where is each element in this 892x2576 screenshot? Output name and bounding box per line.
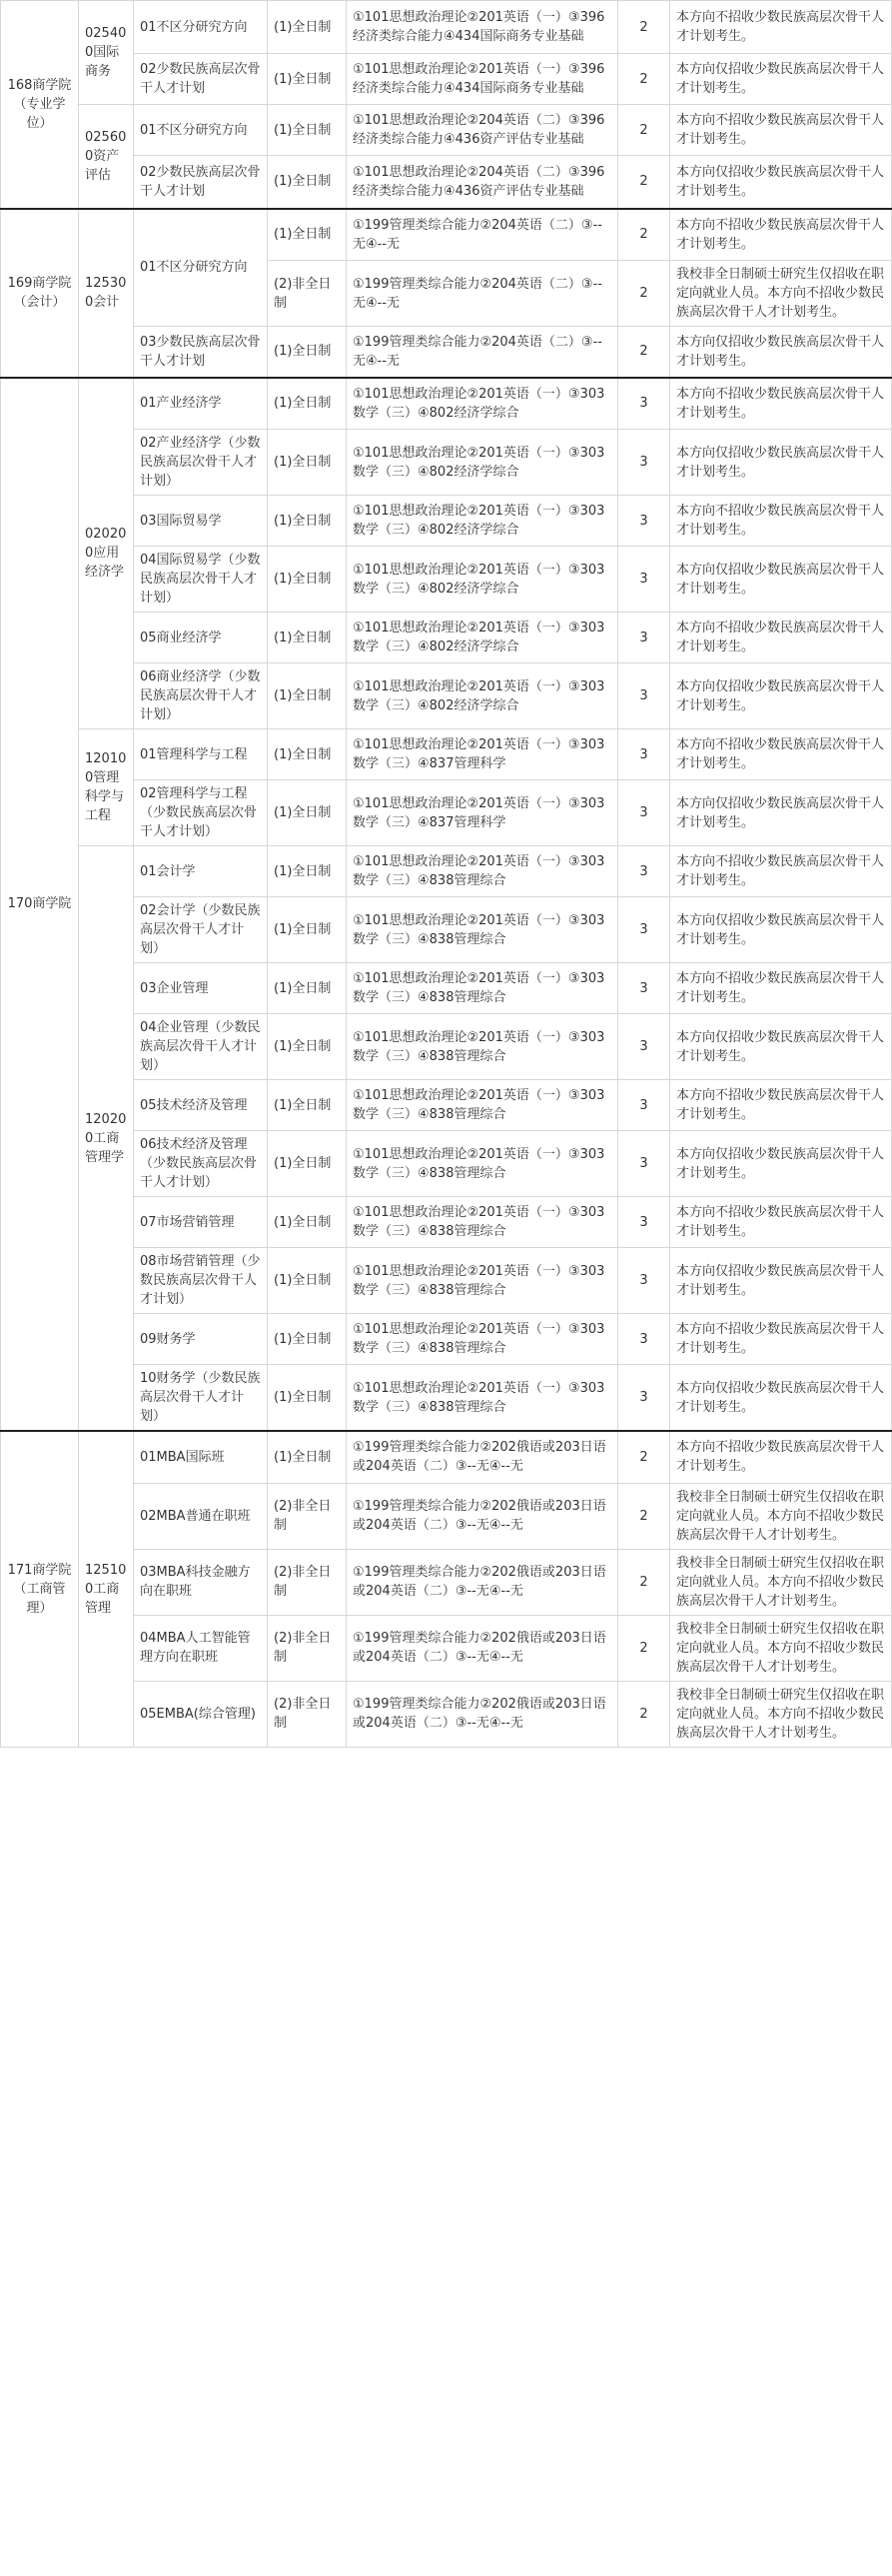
table-row xyxy=(1,1483,892,1549)
study-mode-cell: (1)全日制 xyxy=(268,1365,347,1432)
direction-cell: 09财务学 xyxy=(134,1314,268,1365)
major-cell: 120200工商管理学 xyxy=(79,846,134,1432)
direction-cell: 05EMBA(综合管理) xyxy=(134,1681,268,1747)
exam-subjects-cell: ①101思想政治理论②201英语（一）③303数学（三）④838管理综合 xyxy=(347,1080,618,1131)
table-row xyxy=(1,897,892,963)
exam-subjects-cell: ①199管理类综合能力②202俄语或203日语或204英语（二）③--无④--无 xyxy=(347,1549,618,1615)
exam-subjects-cell: ①199管理类综合能力②202俄语或203日语或204英语（二）③--无④--无 xyxy=(347,1615,618,1681)
exam-subjects-cell: ①101思想政治理论②201英语（一）③303数学（三）④838管理综合 xyxy=(347,963,618,1014)
note-cell: 本方向不招收少数民族高层次骨干人才计划考生。 xyxy=(670,1431,892,1483)
exam-subjects-cell: ①101思想政治理论②201英语（一）③303数学（三）④802经济学综合 xyxy=(347,430,618,496)
exam-subjects-cell: ①199管理类综合能力②202俄语或203日语或204英语（二）③--无④--无 xyxy=(347,1431,618,1483)
table-row xyxy=(1,1314,892,1365)
exam-subjects-cell: ①101思想政治理论②201英语（一）③303数学（三）④838管理综合 xyxy=(347,846,618,897)
study-mode-cell: (1)全日制 xyxy=(268,1,347,54)
note-cell: 本方向不招收少数民族高层次骨干人才计划考生。 xyxy=(670,1080,892,1131)
direction-cell: 02少数民族高层次骨干人才计划 xyxy=(134,54,268,105)
note-cell: 本方向仅招收少数民族高层次骨干人才计划考生。 xyxy=(670,327,892,378)
study-mode-cell: (2)非全日制 xyxy=(268,1615,347,1681)
study-mode-cell: (1)全日制 xyxy=(268,378,347,430)
enrollment-count-cell: 3 xyxy=(618,897,670,963)
table-row xyxy=(1,663,892,729)
note-cell: 本方向仅招收少数民族高层次骨干人才计划考生。 xyxy=(670,1248,892,1314)
study-mode-cell: (1)全日制 xyxy=(268,496,347,547)
study-mode-cell: (1)全日制 xyxy=(268,1248,347,1314)
direction-cell: 02MBA普通在职班 xyxy=(134,1483,268,1549)
school-cell: 171商学院（工商管理） xyxy=(1,1431,79,1747)
exam-subjects-cell: ①199管理类综合能力②204英语（二）③--无④--无 xyxy=(347,327,618,378)
enrollment-count-cell: 3 xyxy=(618,1014,670,1080)
major-cell: 020200应用经济学 xyxy=(79,378,134,729)
enrollment-count-cell: 3 xyxy=(618,780,670,846)
direction-cell: 01不区分研究方向 xyxy=(134,1,268,54)
enrollment-count-cell: 2 xyxy=(618,327,670,378)
table-row xyxy=(1,54,892,105)
note-cell: 我校非全日制硕士研究生仅招收在职定向就业人员。本方向不招收少数民族高层次骨干人才计划考生。 xyxy=(670,1483,892,1549)
enrollment-count-cell: 3 xyxy=(618,1314,670,1365)
study-mode-cell: (1)全日制 xyxy=(268,105,347,156)
note-cell: 本方向不招收少数民族高层次骨干人才计划考生。 xyxy=(670,105,892,156)
table-row xyxy=(1,1615,892,1681)
major-cell: 125300会计 xyxy=(79,209,134,378)
exam-subjects-cell: ①199管理类综合能力②204英语（二）③--无④--无 xyxy=(347,261,618,327)
note-cell: 本方向不招收少数民族高层次骨干人才计划考生。 xyxy=(670,209,892,261)
major-cell: 025600资产评估 xyxy=(79,105,134,209)
table-row xyxy=(1,496,892,547)
table-row xyxy=(1,1014,892,1080)
exam-subjects-cell: ①199管理类综合能力②202俄语或203日语或204英语（二）③--无④--无 xyxy=(347,1681,618,1747)
major-cell: 125100工商管理 xyxy=(79,1431,134,1747)
direction-cell: 05技术经济及管理 xyxy=(134,1080,268,1131)
table-row xyxy=(1,156,892,209)
direction-cell: 01不区分研究方向 xyxy=(134,209,268,327)
enrollment-count-cell: 2 xyxy=(618,105,670,156)
study-mode-cell: (1)全日制 xyxy=(268,1131,347,1197)
enrollment-count-cell: 3 xyxy=(618,663,670,729)
enrollment-count-cell: 2 xyxy=(618,209,670,261)
note-cell: 本方向仅招收少数民族高层次骨干人才计划考生。 xyxy=(670,1365,892,1432)
enrollment-count-cell: 2 xyxy=(618,156,670,209)
study-mode-cell: (1)全日制 xyxy=(268,613,347,663)
exam-subjects-cell: ①101思想政治理论②201英语（一）③303数学（三）④838管理综合 xyxy=(347,897,618,963)
note-cell: 我校非全日制硕士研究生仅招收在职定向就业人员。本方向不招收少数民族高层次骨干人才计划考生。 xyxy=(670,261,892,327)
study-mode-cell: (1)全日制 xyxy=(268,209,347,261)
school-cell: 169商学院（会计） xyxy=(1,209,79,378)
enrollment-count-cell: 2 xyxy=(618,54,670,105)
direction-cell: 04MBA人工智能管理方向在职班 xyxy=(134,1615,268,1681)
enrollment-count-cell: 2 xyxy=(618,1,670,54)
note-cell: 本方向不招收少数民族高层次骨干人才计划考生。 xyxy=(670,846,892,897)
direction-cell: 03MBA科技金融方向在职班 xyxy=(134,1549,268,1615)
direction-cell: 04企业管理（少数民族高层次骨干人才计划） xyxy=(134,1014,268,1080)
table-row xyxy=(1,327,892,378)
direction-cell: 06技术经济及管理（少数民族高层次骨干人才计划） xyxy=(134,1131,268,1197)
enrollment-count-cell: 2 xyxy=(618,1681,670,1747)
exam-subjects-cell: ①101思想政治理论②201英语（一）③303数学（三）④837管理科学 xyxy=(347,729,618,780)
note-cell: 本方向仅招收少数民族高层次骨干人才计划考生。 xyxy=(670,780,892,846)
table-row xyxy=(1,1431,892,1483)
enrollment-count-cell: 3 xyxy=(618,547,670,613)
direction-cell: 01MBA国际班 xyxy=(134,1431,268,1483)
study-mode-cell: (2)非全日制 xyxy=(268,261,347,327)
school-cell: 170商学院 xyxy=(1,378,79,1432)
exam-subjects-cell: ①101思想政治理论②201英语（一）③303数学（三）④838管理综合 xyxy=(347,1365,618,1432)
enrollment-count-cell: 3 xyxy=(618,1131,670,1197)
enrollment-count-cell: 2 xyxy=(618,1549,670,1615)
direction-cell: 04国际贸易学（少数民族高层次骨干人才计划） xyxy=(134,547,268,613)
table-row xyxy=(1,430,892,496)
exam-subjects-cell: ①101思想政治理论②201英语（一）③303数学（三）④802经济学综合 xyxy=(347,663,618,729)
table-row xyxy=(1,846,892,897)
table-row xyxy=(1,105,892,156)
study-mode-cell: (2)非全日制 xyxy=(268,1549,347,1615)
exam-subjects-cell: ①101思想政治理论②201英语（一）③303数学（三）④802经济学综合 xyxy=(347,378,618,430)
direction-cell: 02管理科学与工程（少数民族高层次骨干人才计划） xyxy=(134,780,268,846)
direction-cell: 02产业经济学（少数民族高层次骨干人才计划） xyxy=(134,430,268,496)
note-cell: 本方向不招收少数民族高层次骨干人才计划考生。 xyxy=(670,613,892,663)
study-mode-cell: (2)非全日制 xyxy=(268,1681,347,1747)
study-mode-cell: (2)非全日制 xyxy=(268,1483,347,1549)
study-mode-cell: (1)全日制 xyxy=(268,547,347,613)
exam-subjects-cell: ①101思想政治理论②201英语（一）③396经济类综合能力④434国际商务专业基础 xyxy=(347,1,618,54)
note-cell: 我校非全日制硕士研究生仅招收在职定向就业人员。本方向不招收少数民族高层次骨干人才计划考生。 xyxy=(670,1549,892,1615)
note-cell: 本方向不招收少数民族高层次骨干人才计划考生。 xyxy=(670,496,892,547)
study-mode-cell: (1)全日制 xyxy=(268,963,347,1014)
direction-cell: 10财务学（少数民族高层次骨干人才计划） xyxy=(134,1365,268,1432)
enrollment-count-cell: 3 xyxy=(618,378,670,430)
table-row xyxy=(1,1549,892,1615)
enrollment-count-cell: 2 xyxy=(618,1483,670,1549)
note-cell: 本方向不招收少数民族高层次骨干人才计划考生。 xyxy=(670,729,892,780)
direction-cell: 01不区分研究方向 xyxy=(134,105,268,156)
study-mode-cell: (1)全日制 xyxy=(268,663,347,729)
note-cell: 本方向仅招收少数民族高层次骨干人才计划考生。 xyxy=(670,156,892,209)
table-row xyxy=(1,1681,892,1747)
note-cell: 我校非全日制硕士研究生仅招收在职定向就业人员。本方向不招收少数民族高层次骨干人才计划考生。 xyxy=(670,1615,892,1681)
major-cell: 120100管理科学与工程 xyxy=(79,729,134,846)
study-mode-cell: (1)全日制 xyxy=(268,897,347,963)
enrollment-count-cell: 2 xyxy=(618,1615,670,1681)
note-cell: 本方向仅招收少数民族高层次骨干人才计划考生。 xyxy=(670,1014,892,1080)
table-row xyxy=(1,378,892,430)
school-cell: 168商学院（专业学位） xyxy=(1,1,79,209)
note-cell: 我校非全日制硕士研究生仅招收在职定向就业人员。本方向不招收少数民族高层次骨干人才计划考生。 xyxy=(670,1681,892,1747)
exam-subjects-cell: ①101思想政治理论②201英语（一）③303数学（三）④838管理综合 xyxy=(347,1248,618,1314)
enrollment-count-cell: 3 xyxy=(618,729,670,780)
direction-cell: 01会计学 xyxy=(134,846,268,897)
study-mode-cell: (1)全日制 xyxy=(268,430,347,496)
enrollment-count-cell: 3 xyxy=(618,1365,670,1432)
note-cell: 本方向不招收少数民族高层次骨干人才计划考生。 xyxy=(670,1197,892,1248)
study-mode-cell: (1)全日制 xyxy=(268,729,347,780)
study-mode-cell: (1)全日制 xyxy=(268,780,347,846)
exam-subjects-cell: ①101思想政治理论②201英语（一）③303数学（三）④838管理综合 xyxy=(347,1014,618,1080)
table-row xyxy=(1,547,892,613)
exam-subjects-cell: ①199管理类综合能力②204英语（二）③--无④--无 xyxy=(347,209,618,261)
note-cell: 本方向不招收少数民族高层次骨干人才计划考生。 xyxy=(670,963,892,1014)
enrollment-count-cell: 3 xyxy=(618,963,670,1014)
enrollment-count-cell: 3 xyxy=(618,846,670,897)
exam-subjects-cell: ①199管理类综合能力②202俄语或203日语或204英语（二）③--无④--无 xyxy=(347,1483,618,1549)
direction-cell: 03少数民族高层次骨干人才计划 xyxy=(134,327,268,378)
direction-cell: 06商业经济学（少数民族高层次骨干人才计划） xyxy=(134,663,268,729)
exam-subjects-cell: ①101思想政治理论②201英语（一）③396经济类综合能力④434国际商务专业基础 xyxy=(347,54,618,105)
note-cell: 本方向仅招收少数民族高层次骨干人才计划考生。 xyxy=(670,897,892,963)
table-row xyxy=(1,613,892,663)
study-mode-cell: (1)全日制 xyxy=(268,846,347,897)
enrollment-count-cell: 3 xyxy=(618,1080,670,1131)
exam-subjects-cell: ①101思想政治理论②204英语（二）③396经济类综合能力④436资产评估专业基础 xyxy=(347,105,618,156)
enrollment-count-cell: 3 xyxy=(618,1197,670,1248)
table-row xyxy=(1,209,892,261)
major-cell: 025400国际商务 xyxy=(79,1,134,105)
study-mode-cell: (1)全日制 xyxy=(268,1014,347,1080)
table-row xyxy=(1,1,892,54)
direction-cell: 01管理科学与工程 xyxy=(134,729,268,780)
table-row xyxy=(1,1197,892,1248)
note-cell: 本方向不招收少数民族高层次骨干人才计划考生。 xyxy=(670,1,892,54)
table-row xyxy=(1,1365,892,1432)
direction-cell: 08市场营销管理（少数民族高层次骨干人才计划） xyxy=(134,1248,268,1314)
note-cell: 本方向仅招收少数民族高层次骨干人才计划考生。 xyxy=(670,54,892,105)
direction-cell: 03企业管理 xyxy=(134,963,268,1014)
note-cell: 本方向仅招收少数民族高层次骨干人才计划考生。 xyxy=(670,430,892,496)
note-cell: 本方向仅招收少数民族高层次骨干人才计划考生。 xyxy=(670,663,892,729)
study-mode-cell: (1)全日制 xyxy=(268,1314,347,1365)
study-mode-cell: (1)全日制 xyxy=(268,1197,347,1248)
study-mode-cell: (1)全日制 xyxy=(268,1080,347,1131)
direction-cell: 03国际贸易学 xyxy=(134,496,268,547)
study-mode-cell: (1)全日制 xyxy=(268,327,347,378)
table-row xyxy=(1,963,892,1014)
table-row xyxy=(1,1080,892,1131)
table-row xyxy=(1,780,892,846)
note-cell: 本方向不招收少数民族高层次骨干人才计划考生。 xyxy=(670,378,892,430)
enrollment-count-cell: 2 xyxy=(618,261,670,327)
exam-subjects-cell: ①101思想政治理论②201英语（一）③303数学（三）④838管理综合 xyxy=(347,1314,618,1365)
study-mode-cell: (1)全日制 xyxy=(268,156,347,209)
exam-subjects-cell: ①101思想政治理论②201英语（一）③303数学（三）④837管理科学 xyxy=(347,780,618,846)
note-cell: 本方向仅招收少数民族高层次骨干人才计划考生。 xyxy=(670,1131,892,1197)
exam-subjects-cell: ①101思想政治理论②201英语（一）③303数学（三）④838管理综合 xyxy=(347,1131,618,1197)
enrollment-count-cell: 3 xyxy=(618,430,670,496)
exam-subjects-cell: ①101思想政治理论②201英语（一）③303数学（三）④802经济学综合 xyxy=(347,496,618,547)
exam-subjects-cell: ①101思想政治理论②201英语（一）③303数学（三）④838管理综合 xyxy=(347,1197,618,1248)
note-cell: 本方向不招收少数民族高层次骨干人才计划考生。 xyxy=(670,1314,892,1365)
direction-cell: 05商业经济学 xyxy=(134,613,268,663)
note-cell: 本方向仅招收少数民族高层次骨干人才计划考生。 xyxy=(670,547,892,613)
enrollment-count-cell: 2 xyxy=(618,1431,670,1483)
table-row xyxy=(1,1131,892,1197)
exam-subjects-cell: ①101思想政治理论②204英语（二）③396经济类综合能力④436资产评估专业基础 xyxy=(347,156,618,209)
table-row xyxy=(1,1248,892,1314)
study-mode-cell: (1)全日制 xyxy=(268,54,347,105)
direction-cell: 01产业经济学 xyxy=(134,378,268,430)
direction-cell: 07市场营销管理 xyxy=(134,1197,268,1248)
direction-cell: 02少数民族高层次骨干人才计划 xyxy=(134,156,268,209)
enrollment-count-cell: 3 xyxy=(618,496,670,547)
direction-cell: 02会计学（少数民族高层次骨干人才计划） xyxy=(134,897,268,963)
study-mode-cell: (1)全日制 xyxy=(268,1431,347,1483)
enrollment-count-cell: 3 xyxy=(618,613,670,663)
exam-subjects-cell: ①101思想政治理论②201英语（一）③303数学（三）④802经济学综合 xyxy=(347,613,618,663)
table-row xyxy=(1,729,892,780)
enrollment-count-cell: 3 xyxy=(618,1248,670,1314)
exam-subjects-cell: ①101思想政治理论②201英语（一）③303数学（三）④802经济学综合 xyxy=(347,547,618,613)
